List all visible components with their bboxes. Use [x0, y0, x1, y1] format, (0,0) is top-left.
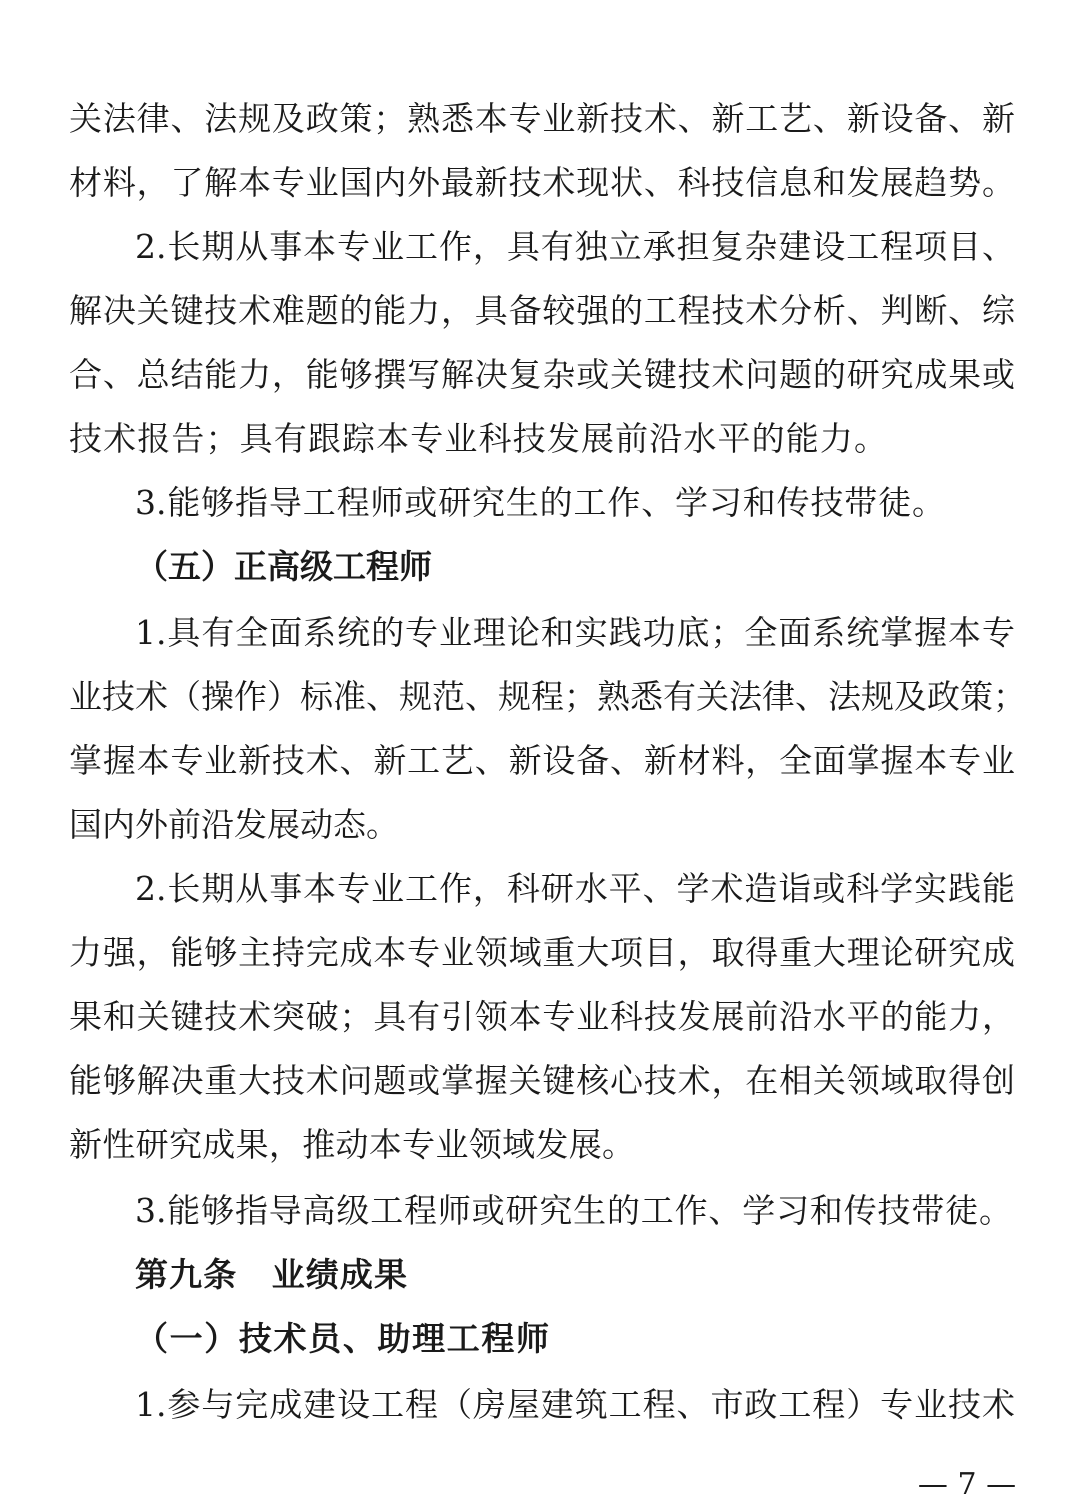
text-line-content: 技术报告；具有跟踪本专业科技发展前沿水平的能力。 [69, 419, 887, 458]
text-line [0, 227, 1067, 267]
text-line-content: 合、总结能力，能够撰写解决复杂或关键技术问题的研究成果或 [69, 355, 1015, 394]
text-line-content: 2.长期从事本专业工作，具有独立承担复杂建设工程项目、 [135, 227, 1015, 266]
text-line [0, 933, 1067, 973]
text-line [0, 291, 1067, 331]
section-heading-text: （五）正高级工程师 [135, 547, 432, 586]
text-line-content: 国内外前沿发展动态。 [69, 805, 399, 844]
text-line-content: 业技术（操作）标准、规范、规程；熟悉有关法律、法规及政策； [69, 677, 1026, 716]
page-number: — 7 — [917, 1467, 1017, 1502]
text-line [0, 869, 1067, 909]
text-line [0, 1061, 1067, 1101]
text-line [0, 1125, 1067, 1165]
text-line [0, 1385, 1067, 1425]
text-line [0, 163, 1067, 203]
text-line-content: 材料，了解本专业国内外最新技术现状、科技信息和发展趋势。 [69, 163, 1015, 202]
text-line [0, 677, 1067, 717]
text-line-content: 力强，能够主持完成本专业领域重大项目，取得重大理论研究成 [69, 933, 1015, 972]
text-line [0, 99, 1067, 139]
section-heading [0, 547, 1067, 587]
article-heading-text: 第九条 业绩成果 [135, 1255, 407, 1294]
text-line-content: 1.参与完成建设工程（房屋建筑工程、市政工程）专业技术 [135, 1385, 1015, 1424]
text-line-content: 能够解决重大技术问题或掌握关键核心技术，在相关领域取得创 [69, 1061, 1015, 1100]
text-line [0, 613, 1067, 653]
text-line-content: 关法律、法规及政策；熟悉本专业新技术、新工艺、新设备、新 [69, 99, 1015, 138]
text-line-content: 2.长期从事本专业工作，科研水平、学术造诣或科学实践能 [135, 869, 1015, 908]
text-line-content: 3.能够指导高级工程师或研究生的工作、学习和传技带徒。 [135, 1191, 1012, 1230]
text-line [0, 997, 1067, 1037]
text-line [0, 1191, 1067, 1231]
text-line-content: 3.能够指导工程师或研究生的工作、学习和传技带徒。 [135, 483, 945, 522]
section-heading [0, 1319, 1067, 1359]
text-line [0, 419, 1067, 459]
text-line-content: 新性研究成果，推动本专业领域发展。 [69, 1125, 635, 1164]
text-line [0, 741, 1067, 781]
text-line-content: 1.具有全面系统的专业理论和实践功底；全面系统掌握本专 [135, 613, 1015, 652]
text-line-content: 解决关键技术难题的能力，具备较强的工程技术分析、判断、综 [69, 291, 1015, 330]
article-heading [0, 1255, 1067, 1295]
text-line [0, 805, 1067, 845]
section-heading-text: （一）技术员、助理工程师 [135, 1319, 549, 1358]
text-line-content: 果和关键技术突破；具有引领本专业科技发展前沿水平的能力， [69, 997, 1015, 1036]
text-line [0, 483, 1067, 523]
text-line [0, 355, 1067, 395]
text-line-content: 掌握本专业新技术、新工艺、新设备、新材料，全面掌握本专业 [69, 741, 1015, 780]
